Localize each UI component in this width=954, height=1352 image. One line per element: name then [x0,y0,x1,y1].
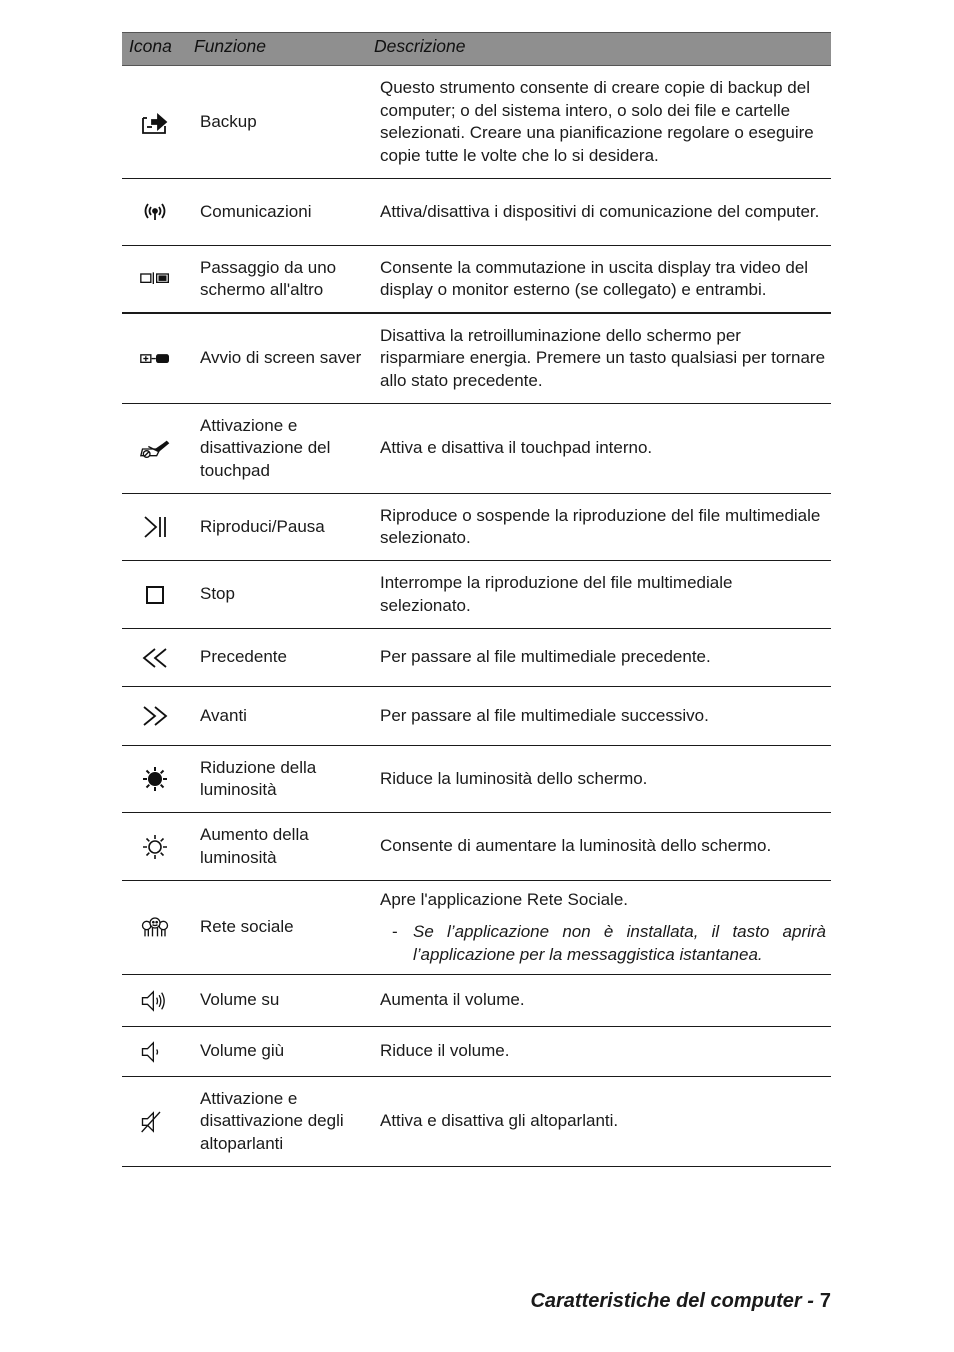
backup-icon [122,66,188,178]
function-key-table [122,32,831,1167]
description-text: Disattiva la retroilluminazione dello schermo per risparmiare energia. Premere un tasto qualsiasi per tornare allo stato precedente. [380,325,826,390]
description-text: Attiva e disattiva il touchpad interno. [380,438,653,458]
description-text: Interrompe la riproduzione del file multimediale selezionato. [380,573,733,615]
function-label: Volume su [200,990,280,1010]
brightness-up-icon [122,813,188,880]
table-row [122,975,831,1027]
description-note [380,921,826,966]
description-text: Aumenta il volume. [380,990,525,1010]
table-row [122,813,831,881]
table-row [122,629,831,687]
function-label: Volume giù [200,1041,285,1061]
table-row [122,179,831,246]
table-row [122,1027,831,1077]
description-text: Riduce il volume. [380,1041,510,1061]
header-description: Descrizione [374,36,466,56]
note-dash: - [392,922,398,942]
function-label: Passaggio da uno schermo all'altro [200,257,337,299]
function-label: Backup [200,111,257,131]
description-text: Riproduce o sospende la riproduzione del file multimediale selezionato. [380,505,821,547]
next-icon [122,687,188,745]
table-row [122,881,831,975]
function-label: Avanti [200,705,247,725]
function-label: Attivazione e disattivazione degli altoparlanti [200,1088,344,1153]
table-row [122,494,831,561]
table-row [122,246,831,314]
description-text: Riduce la luminosità dello schermo. [380,768,648,788]
page-footer [530,1290,831,1313]
brightness-down-icon [122,746,188,812]
table-header [122,32,831,66]
table-row [122,1077,831,1167]
description-text: Attiva e disattiva gli altoparlanti. [380,1111,619,1131]
header-icon: Icona [129,36,172,56]
display-switch-icon [122,246,188,312]
table-row [122,746,831,813]
description-text: Consente di aumentare la luminosità dello schermo. [380,836,772,856]
description-text: Questo strumento consente di creare copie di backup del computer; o del sistema intero, o solo dei file e cartelle selezionati. Creare una pianificazione regolare o eseguire copie tutte le volte che lo si desidera. [380,78,814,165]
function-label: Aumento della luminosità [200,825,309,867]
screen-blank-icon [122,314,188,403]
function-label: Precedente [200,647,287,667]
table-row [122,404,831,494]
note-text: Se l’applicazione non è installata, il tasto aprirà l’applicazione per la messaggistica istantanea. [413,922,826,964]
play-pause-icon [122,494,188,560]
description-text: Per passare al file multimediale precedente. [380,647,711,667]
function-label: Rete sociale [200,917,294,937]
function-label: Avvio di screen saver [200,348,362,368]
volume-down-icon [122,1027,188,1076]
function-label: Riproduci/Pausa [200,516,325,536]
speaker-mute-icon [122,1077,188,1166]
volume-up-icon [122,975,188,1026]
previous-icon [122,629,188,686]
wireless-icon [122,179,188,245]
table-row [122,561,831,629]
function-label: Riduzione della luminosità [200,757,317,799]
description-text: Apre l'applicazione Rete Sociale. [380,889,629,909]
page-number: 7 [819,1290,831,1312]
table-row [122,66,831,179]
touchpad-toggle-icon [122,404,188,493]
header-function: Funzione [194,36,266,56]
table-row [122,314,831,404]
footer-title: Caratteristiche del computer - [530,1290,814,1312]
function-label: Comunicazioni [200,201,312,221]
description-text: Per passare al file multimediale successivo. [380,705,709,725]
stop-icon [122,561,188,628]
table-row [122,687,831,746]
function-label: Stop [200,584,235,604]
description-text: Attiva/disattiva i dispositivi di comunicazione del computer. [380,201,820,221]
social-network-icon [122,881,188,974]
function-label: Attivazione e disattivazione del touchpad [200,415,331,480]
description-text: Consente la commutazione in uscita display tra video del display o monitor esterno (se collegato) e entrambi. [380,257,809,299]
